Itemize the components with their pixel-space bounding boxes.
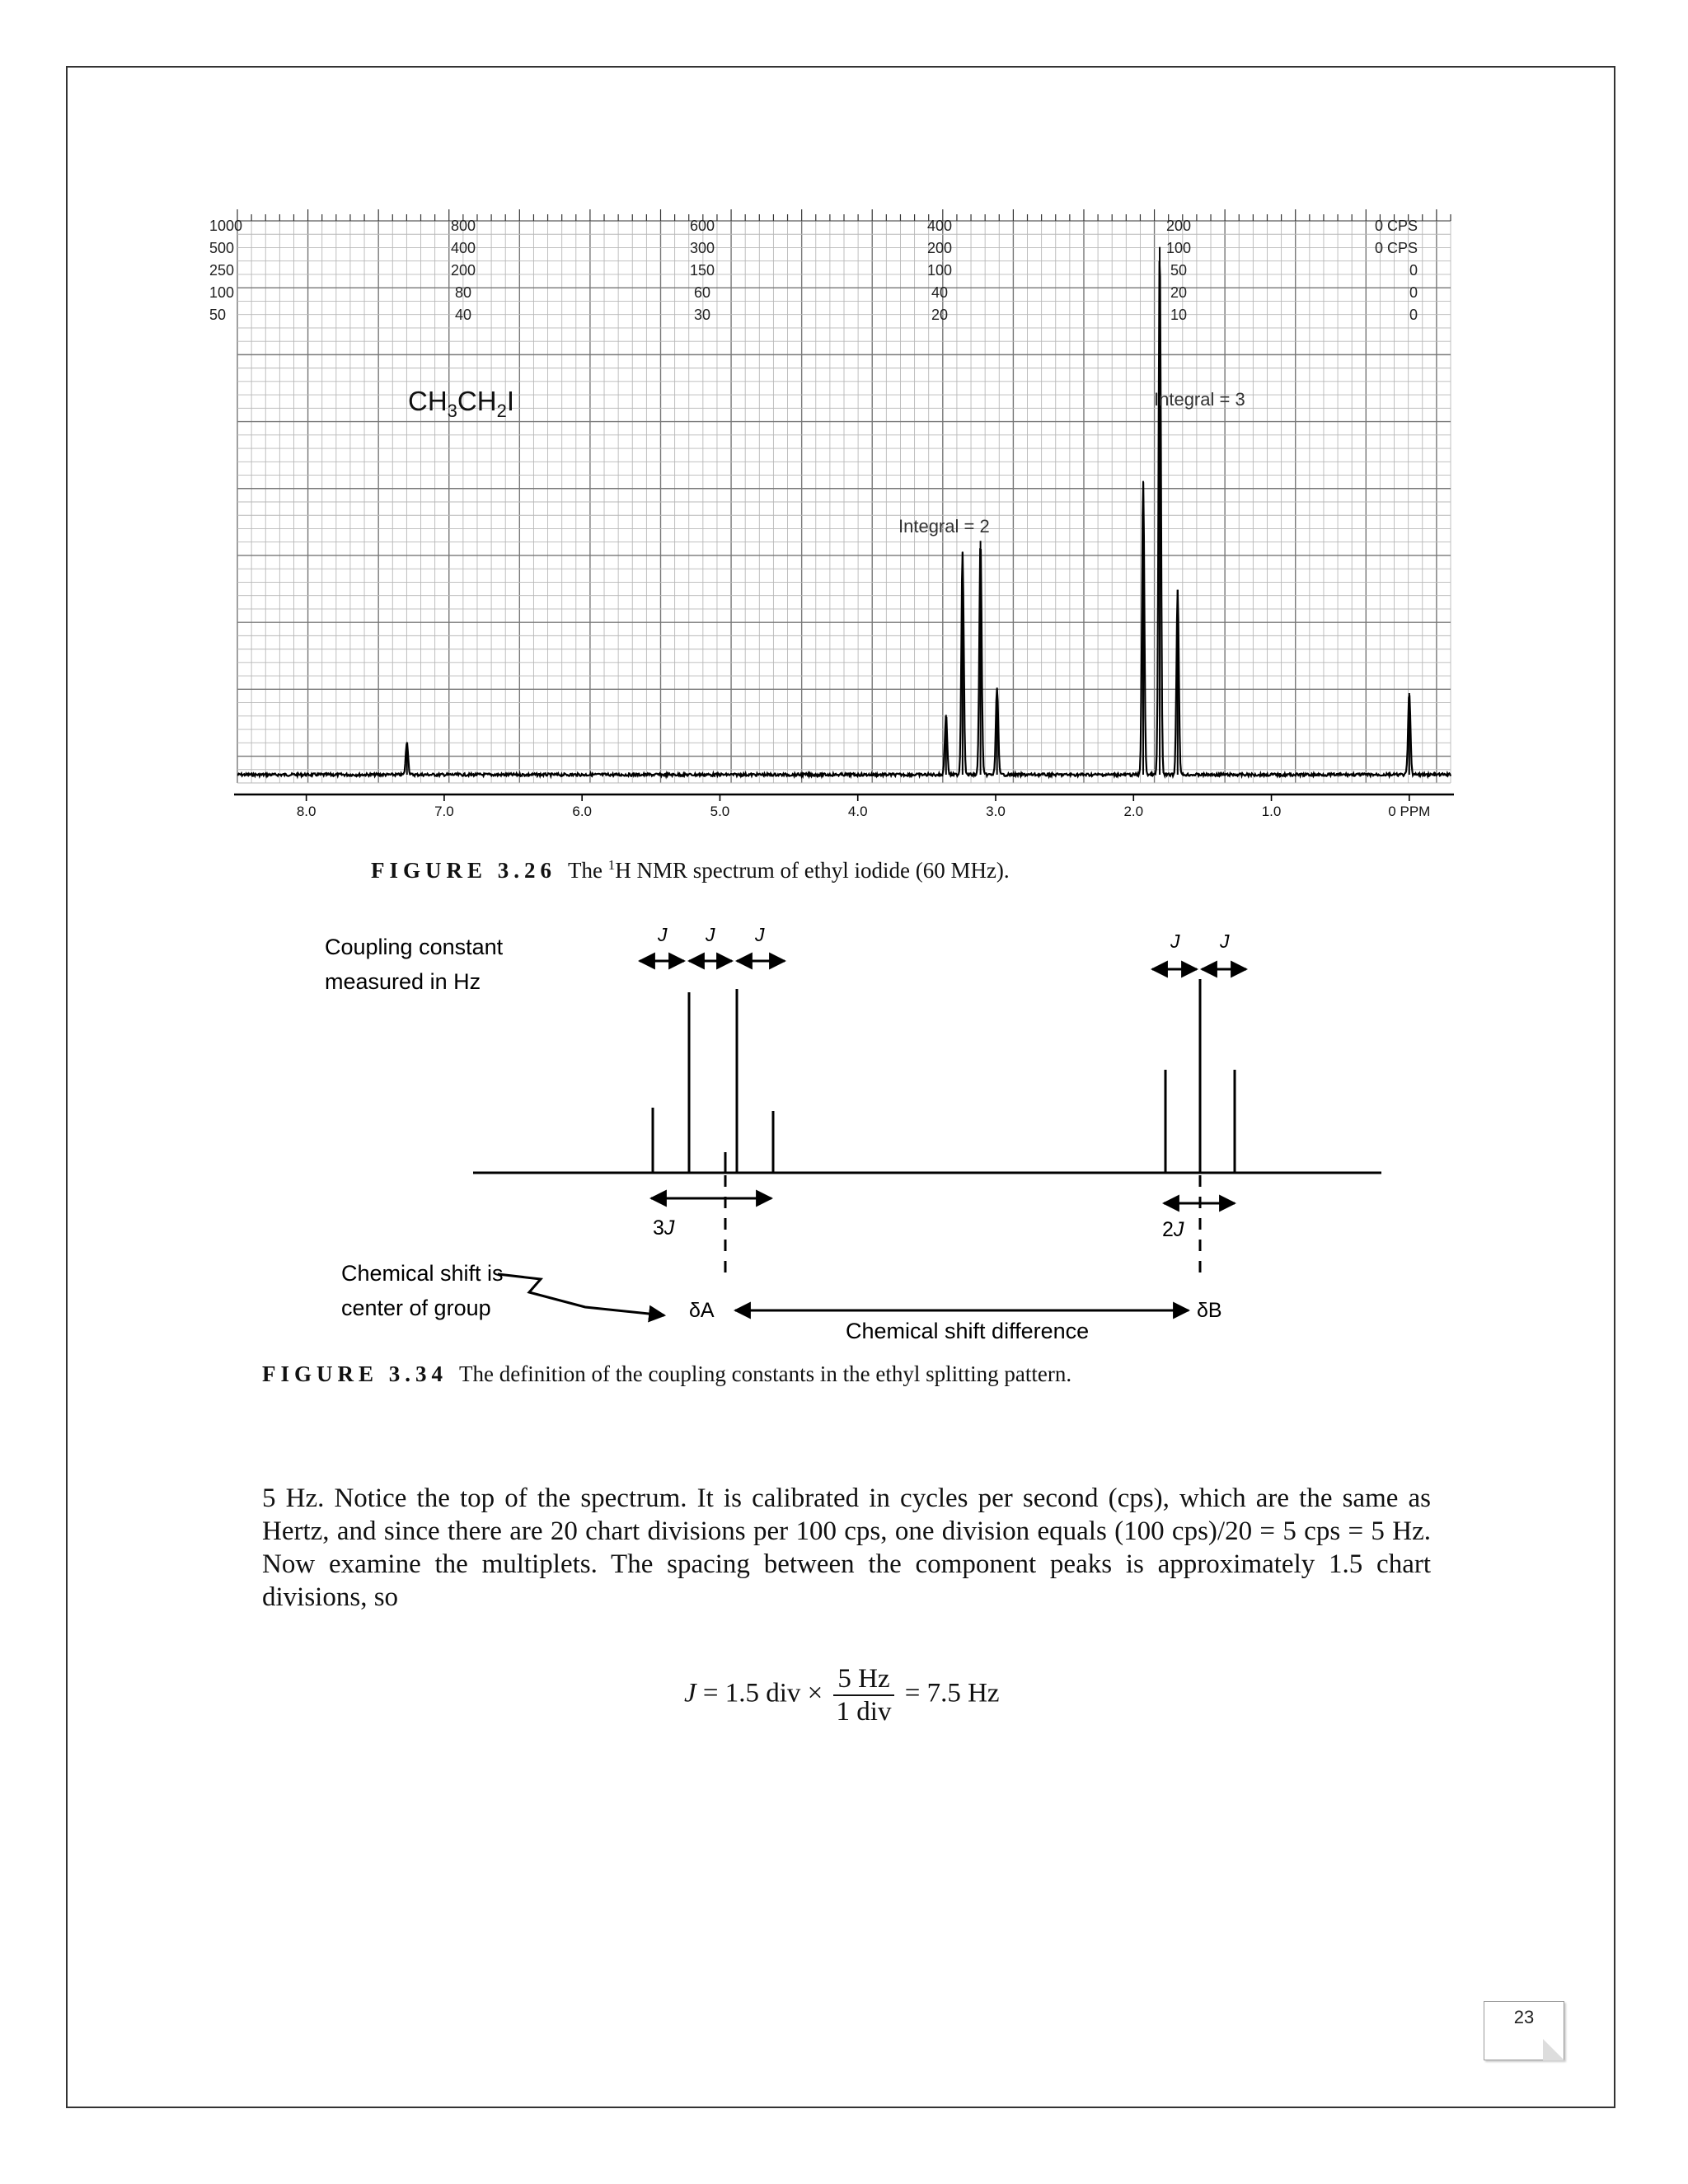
scale-label: 60	[693, 284, 711, 301]
x-axis-tick-label: 1.0	[1261, 804, 1282, 819]
cps-scale-labels	[209, 218, 1418, 323]
x-axis-tick-label: 3.0	[986, 804, 1006, 819]
fraction-numerator: 5 Hz	[833, 1663, 895, 1696]
zigzag-arrow	[498, 1274, 664, 1315]
scale-label: 0 CPS	[1374, 218, 1418, 234]
nmr-spectrum-chart	[198, 206, 1467, 849]
scale-label: 800	[450, 218, 476, 234]
delta-b-label: δB	[1197, 1299, 1222, 1322]
scale-label: 50	[209, 307, 227, 323]
chart-grid	[237, 209, 1451, 783]
three-j-label: 3J	[653, 1216, 675, 1240]
scale-label: 0	[1409, 284, 1418, 301]
j-label-5: J	[1220, 930, 1230, 952]
scale-label: 100	[926, 262, 953, 279]
scale-label: 200	[926, 240, 953, 256]
scale-label: 200	[1165, 218, 1192, 234]
scale-label: 50	[1170, 262, 1188, 279]
equation-middle: = 1.5 div ×	[696, 1678, 830, 1708]
j-label-2: J	[706, 924, 715, 945]
x-axis-tick-label: 5.0	[710, 804, 730, 819]
caption-text: The definition of the coupling constants in the ethyl splitting pattern.	[459, 1361, 1072, 1386]
two-j-label: 2J	[1162, 1218, 1184, 1241]
ppm-axis	[234, 794, 1454, 819]
scale-label: 20	[931, 307, 949, 323]
j-label-1: J	[658, 924, 668, 945]
scale-label: 100	[209, 284, 235, 301]
scale-label: 1000	[209, 218, 243, 234]
peak-marks	[407, 247, 1409, 775]
scale-label: 600	[689, 218, 715, 234]
shift-difference-label: Chemical shift difference	[846, 1319, 1090, 1342]
x-axis-tick-label: 0 PPM	[1388, 804, 1431, 819]
equation-lhs: J	[684, 1678, 696, 1708]
scale-label: 20	[1170, 284, 1188, 301]
scale-label: 80	[454, 284, 472, 301]
figure-326-caption	[371, 857, 1010, 883]
scale-label: 100	[1165, 240, 1192, 256]
scale-label: 0 CPS	[1374, 240, 1418, 256]
coupling-equation	[684, 1663, 1000, 1727]
compound-formula: $CH_3CH_2I$	[408, 386, 515, 421]
measured-in-hz-label: measured in Hz	[325, 969, 481, 994]
scale-label: 40	[931, 284, 949, 301]
figure-326-number: FIGURE 3.26	[371, 858, 557, 883]
page-number: 23	[1513, 2007, 1535, 2027]
x-axis-tick-label: 6.0	[572, 804, 593, 819]
x-axis-tick-label: 7.0	[434, 804, 454, 819]
scale-label: 40	[454, 307, 472, 323]
scale-label: 400	[926, 218, 953, 234]
caption-text-post: H NMR spectrum of ethyl iodide (60 MHz).	[615, 858, 1010, 883]
scale-label: 500	[209, 240, 235, 256]
integral-3-label: Integral = 3	[1154, 389, 1245, 410]
equation-fraction	[833, 1663, 895, 1727]
caption-text-pre: The	[568, 858, 608, 883]
scale-label: 0	[1409, 262, 1418, 279]
integral-2-label: Integral = 2	[898, 516, 990, 537]
chemical-shift-label: Chemical shift is	[341, 1261, 504, 1286]
scale-label: 30	[693, 307, 711, 323]
coupling-constant-label: Coupling constant	[325, 935, 504, 959]
page-number-box	[1484, 2001, 1564, 2060]
body-paragraph: 5 Hz. Notice the top of the spectrum. It is calibrated in cycles per second (cps), which are the same as Hertz, and since there are 20 chart divisions per 100 cps, one division equals (100 cps)/20 = 5 cps = 5 Hz. Now examine the multiplets. The spacing between the component peaks is approximately 1.5 chart divisions, so	[262, 1483, 1431, 1612]
j-label-3: J	[755, 924, 765, 945]
equation-rhs: = 7.5 Hz	[898, 1678, 1000, 1708]
center-of-group-label: center of group	[341, 1296, 491, 1320]
x-axis-tick-label: 4.0	[847, 804, 868, 819]
scale-label: 200	[450, 262, 476, 279]
scale-label: 150	[689, 262, 715, 279]
caption-superscript: 1	[607, 857, 616, 873]
scale-label: 300	[689, 240, 715, 256]
scale-label: 10	[1170, 307, 1188, 323]
figure-334-number: FIGURE 3.34	[262, 1361, 448, 1386]
delta-a-label: δA	[689, 1299, 715, 1322]
figure-334-caption	[262, 1361, 1071, 1387]
page-fold-corner	[1543, 2039, 1564, 2060]
j-label-4: J	[1170, 930, 1180, 952]
fraction-denominator: 1 div	[836, 1697, 892, 1727]
x-axis-tick-label: 2.0	[1123, 804, 1144, 819]
scale-label: 250	[209, 262, 235, 279]
x-axis-tick-label: 8.0	[296, 804, 316, 819]
scale-label: 400	[450, 240, 476, 256]
coupling-diagram	[313, 913, 1401, 1342]
scale-label: 0	[1409, 307, 1418, 323]
